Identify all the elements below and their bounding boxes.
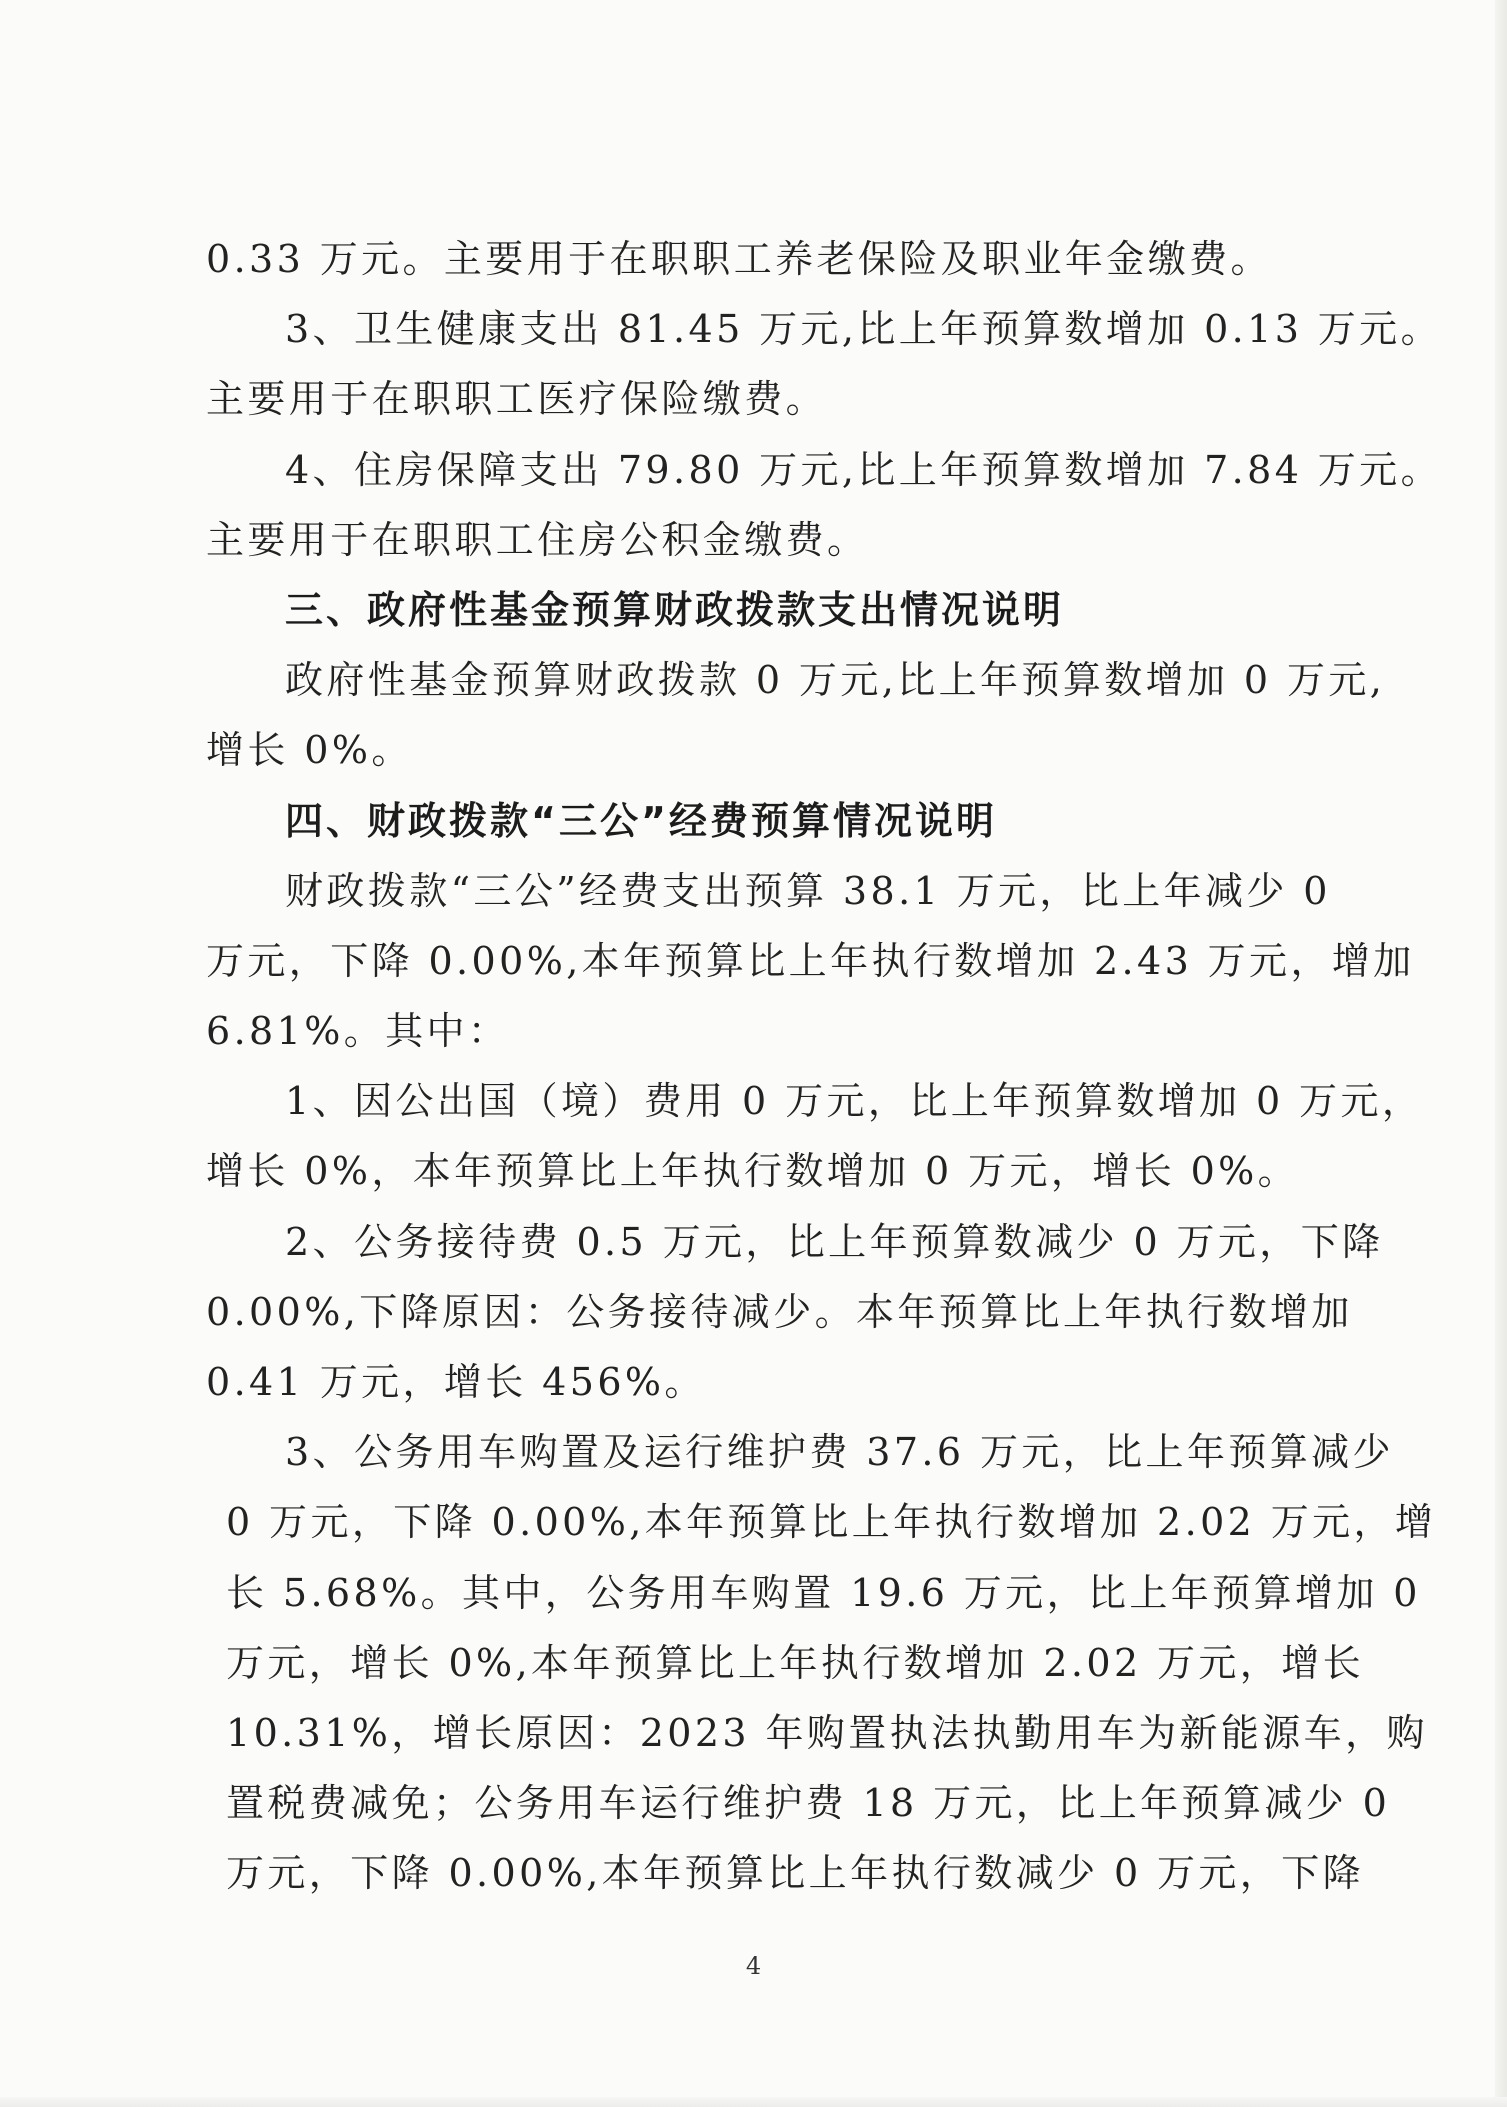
- section-heading: 三、政府性基金预算财政拨款支出情况说明: [285, 587, 1065, 632]
- text-line: 3、公务用车购置及运行维护费 37.6 万元，比上年预算减少: [285, 1430, 1394, 1475]
- text-line: 10.31%，增长原因：2023 年购置执法执勤用车为新能源车，购: [226, 1710, 1428, 1755]
- text-line: 0.41 万元，增长 456%。: [206, 1360, 706, 1404]
- text-line: 0.33 万元。主要用于在职职工养老保险及职业年金缴费。: [206, 237, 1272, 281]
- section-heading: 四、财政拨款“三公”经费预算情况说明: [285, 798, 997, 843]
- scan-edge-bottom: [0, 2097, 1507, 2107]
- text-line: 0 万元，下降 0.00%,本年预算比上年执行数增加 2.02 万元，增: [226, 1500, 1437, 1545]
- body-text: [206, 224, 1442, 1909]
- text-line: 增长 0%。: [206, 728, 413, 773]
- text-line: 主要用于在职职工住房公积金缴费。: [206, 517, 869, 562]
- text-line: 万元，下降 0.00%,本年预算比上年执行数增加 2.43 万元，增加: [206, 938, 1415, 983]
- text-line: 万元，下降 0.00%,本年预算比上年执行数减少 0 万元，下降: [226, 1851, 1365, 1896]
- text-line: 2、公务接待费 0.5 万元，比上年预算数减少 0 万元，下降: [285, 1219, 1384, 1264]
- text-line: 1、因公出国（境）费用 0 万元，比上年预算数增加 0 万元，: [285, 1079, 1424, 1124]
- text-line: 财政拨款“三公”经费支出预算 38.1 万元，比上年减少 0: [285, 868, 1331, 913]
- page-number: 4: [745, 1952, 762, 1980]
- text-line: 4、住房保障支出 79.80 万元,比上年预算数增加 7.84 万元。: [285, 447, 1442, 492]
- text-line: 主要用于在职职工医疗保险缴费。: [206, 377, 828, 422]
- text-line: 万元，增长 0%,本年预算比上年执行数增加 2.02 万元，增长: [226, 1640, 1365, 1685]
- text-line: 增长 0%，本年预算比上年执行数增加 0 万元，增长 0%。: [206, 1149, 1300, 1194]
- text-line: 3、卫生健康支出 81.45 万元,比上年预算数增加 0.13 万元。: [285, 307, 1442, 352]
- text-line: 置税费减免；公务用车运行维护费 18 万元，比上年预算减少 0: [226, 1781, 1391, 1826]
- text-line: 长 5.68%。其中，公务用车购置 19.6 万元，比上年预算增加 0: [226, 1570, 1421, 1615]
- text-line: 政府性基金预算财政拨款 0 万元,比上年预算数增加 0 万元,: [285, 658, 1386, 703]
- text-line: 0.00%,下降原因：公务接待减少。本年预算比上年执行数增加: [206, 1289, 1353, 1334]
- text-line: 6.81%。其中：: [206, 1009, 510, 1054]
- scan-edge-right: [1495, 0, 1507, 2107]
